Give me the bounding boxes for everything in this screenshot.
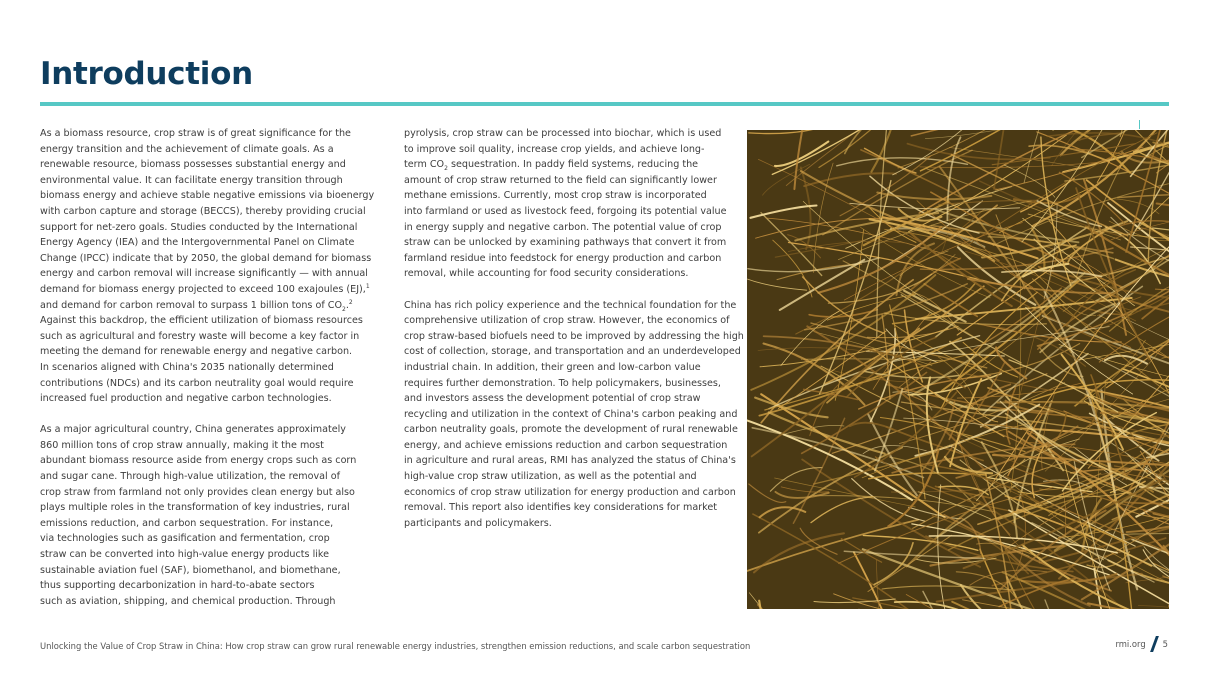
text-line: biomass energy and achieve stable negative emissions via bioenergy — [40, 190, 375, 202]
text-column-middle — [404, 126, 744, 547]
page-number: 5 — [1162, 639, 1168, 649]
text-line: energy transition and the achievement of climate goals. As a — [40, 143, 334, 155]
text-line: straw can be converted into high-value energy products like — [40, 549, 330, 561]
text-line: economics of crop straw utilization for energy production and carbon — [404, 486, 736, 498]
text-line: requires further demonstration. To help policymakers, businesses, — [404, 377, 721, 389]
text-line: via technologies such as gasification and fermentation, crop — [40, 533, 330, 545]
footnote-marker: 2 — [348, 298, 353, 306]
straw-texture — [747, 130, 1169, 609]
paragraph — [404, 298, 744, 532]
text-line: As a biomass resource, crop straw is of great significance for the — [40, 128, 351, 139]
text-line: and investors assess the development potential of crop straw — [404, 393, 701, 405]
text-line: China has rich policy experience and the technical foundation for the — [404, 299, 737, 311]
text-segment: and demand for carbon removal to surpass 1 billion tons of CO — [40, 299, 343, 311]
slash-divider — [1150, 636, 1159, 652]
text-line — [40, 298, 370, 314]
subscript: 2 — [342, 305, 346, 313]
text-line: Against this backdrop, the efficient utilization of biomass resources — [40, 315, 363, 327]
text-line: such as agricultural and forestry waste will become a key factor in — [40, 330, 360, 342]
text-line: plays multiple roles in the transformation of key industries, rural — [40, 502, 350, 514]
paragraph — [40, 126, 375, 407]
footer-right — [1115, 636, 1168, 652]
text-segment: sequestration. In paddy field systems, reducing the — [447, 159, 699, 171]
text-line: amount of crop straw returned to the field can significantly lower — [404, 174, 717, 186]
site-link[interactable]: rmi.org — [1115, 639, 1146, 649]
text-line: comprehensive utilization of crop straw. However, the economics of — [404, 315, 730, 327]
text-line: removal. This report also identifies key considerations for market — [404, 502, 718, 514]
text-segment: demand for biomass energy projected to exceed 100 exajoules (EJ), — [40, 283, 366, 295]
text-line: carbon neutrality goals, promote the development of rural renewable — [404, 424, 738, 436]
text-line: As a major agricultural country, China generates approximately — [40, 424, 346, 436]
text-line: such as aviation, shipping, and chemical production. Through — [40, 595, 336, 607]
text-line: renewable resource, biomass possesses substantial energy and — [40, 159, 346, 171]
text-line: sustainable aviation fuel (SAF), biomethanol, and biomethane, — [40, 564, 341, 576]
text-line: In scenarios aligned with China's 2035 nationally determined — [40, 361, 334, 373]
accent-tick — [1139, 120, 1140, 129]
crop-straw-photo — [747, 130, 1169, 609]
paragraph — [404, 126, 734, 282]
text-line: abundant biomass resource aside from energy crops such as corn — [40, 455, 357, 467]
text-line: methane emissions. Currently, most crop straw is incorporated — [404, 190, 707, 202]
text-line: crop straw-based biofuels need to be improved by addressing the high — [404, 330, 744, 342]
text-line: energy, and achieve emissions reduction and carbon sequestration — [404, 439, 728, 451]
text-column-left — [40, 126, 375, 625]
text-line: into farmland or used as livestock feed, forgoing its potential value — [404, 205, 727, 217]
text-line: Change (IPCC) indicate that by 2050, the global demand for biomass — [40, 252, 372, 264]
text-line: with carbon capture and storage (BECCS), thereby providing crucial — [40, 205, 366, 217]
text-line: environmental value. It can facilitate energy transition through — [40, 174, 343, 186]
text-line: industrial chain. In addition, their green and low-carbon value — [404, 361, 701, 373]
page-title: Introduction — [40, 56, 253, 92]
text-line: and sugar cane. Through high-value utilization, the removal of — [40, 471, 340, 483]
text-line: increased fuel production and negative carbon technologies. — [40, 393, 332, 405]
text-line: farmland residue into feedstock for energy production and carbon — [404, 252, 722, 264]
text-line — [40, 282, 370, 298]
text-line: pyrolysis, crop straw can be processed into biochar, which is used — [404, 128, 722, 139]
text-segment: term CO — [404, 159, 445, 171]
text-line: thus supporting decarbonization in hard-to-abate sectors — [40, 580, 315, 592]
text-line: contributions (NDCs) and its carbon neutrality goal would require — [40, 377, 354, 389]
text-segment: . — [345, 299, 349, 311]
text-line: straw can be unlocked by examining pathways that convert it from — [404, 237, 727, 249]
title-underline — [40, 102, 1169, 106]
text-line: support for net-zero goals. Studies conducted by the International — [40, 221, 358, 233]
paragraph — [40, 422, 370, 609]
text-line — [404, 157, 734, 173]
footnote-marker: 1 — [365, 282, 370, 290]
text-line: crop straw from farmland not only provides clean energy but also — [40, 486, 355, 498]
text-line: high-value crop straw utilization, as well as the potential and — [404, 471, 697, 483]
text-line: meeting the demand for renewable energy and negative carbon. — [40, 346, 353, 358]
text-line: emissions reduction, and carbon sequestration. For instance, — [40, 517, 334, 529]
text-line: removal, while accounting for food security considerations. — [404, 268, 689, 280]
text-line: in agriculture and rural areas, RMI has analyzed the status of China's — [404, 455, 736, 467]
text-line: energy and carbon removal will increase significantly — with annual — [40, 268, 368, 280]
text-line: to improve soil quality, increase crop yields, and achieve long- — [404, 143, 705, 155]
text-line: 860 million tons of crop straw annually, making it the most — [40, 439, 324, 451]
text-line: in energy supply and negative carbon. The potential value of crop — [404, 221, 722, 233]
text-line: recycling and utilization in the context of China's carbon peaking and — [404, 408, 738, 420]
text-line: participants and policymakers. — [404, 517, 552, 529]
text-line: Energy Agency (IEA) and the Intergovernmental Panel on Climate — [40, 237, 355, 249]
text-line: cost of collection, storage, and transportation and an underdeveloped — [404, 346, 741, 358]
subscript: 2 — [444, 165, 448, 173]
footer-report-title: Unlocking the Value of Crop Straw in China: How crop straw can grow rural renewable energy industries, strengthen emission reductions, and scale carbon sequestration — [40, 641, 751, 651]
